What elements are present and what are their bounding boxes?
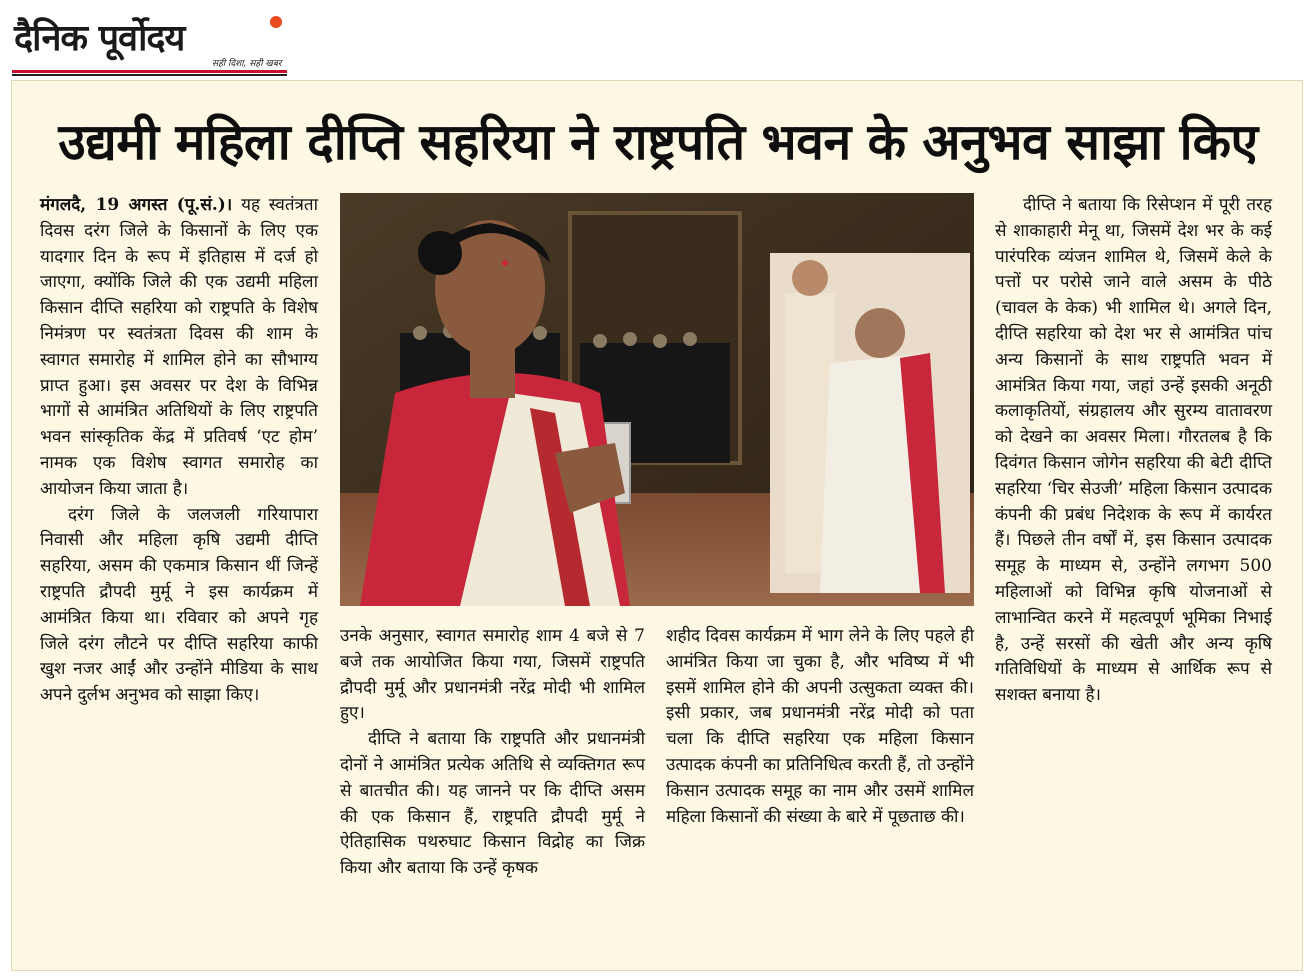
article-column-3 [666,624,974,956]
paragraph-5: शहीद दिवस कार्यक्रम में भाग लेने के लिए पहले ही आमंत्रित किया जा चुका है, और भविष्य में भी इसमें शामिल होने की अपनी उत्सुकता व्यक्त की। इसी प्रकार, जब प्रधानमंत्री नरेंद्र मोदी को पता चला कि दीप्ति सहरिया एक महिला किसान उत्पादक कंपनी का प्रतिनिधित्व करती हैं, तो उन्होंने किसान उत्पादक समूह का नाम और उसमें शामिल महिला किसानों की संख्या के बारे में पूछताछ की। [666,626,974,827]
dateline: मंगलदै, 19 अगस्त (पू.सं.)। [40,195,233,215]
paragraph-1 [40,193,318,503]
article-column-1 [40,193,318,963]
paragraph-2: दरंग जिले के जलजली गरियापारा निवासी और महिला कृषि उद्यमी दीप्ति सहरिया, असम की एकमात्र किसान थीं जिन्हें राष्ट्रपति द्रौपदी मुर्मू ने इस कार्यक्रम में आमंत्रित किया था। रविवार को अपने गृह जिले दरंग लौटने पर दीप्ति सहरिया काफी खुश नजर आईं और उन्होंने मीडिया के साथ अपने दुर्लभ अनुभव को साझा किए। [40,504,318,706]
article-column-4 [995,193,1272,963]
newspaper-name: दैनिक पूर्वोदय [14,18,185,59]
photo-illustration [340,193,974,606]
masthead-rule [12,70,287,73]
logo-dot-icon [270,16,282,28]
article-headline: उद्यमी महिला दीप्ति सहरिया ने राष्ट्रपति भवन के अनुभव साझा किए [58,113,1258,171]
article-column-2 [340,624,645,956]
paragraph-1-text: यह स्वतंत्रता दिवस दरंग जिले के किसानों के लिए एक यादगार दिन के रूप में इतिहास में दर्ज हो जाएगा, क्योंकि जिले की एक उद्यमी महिला किसान दीप्ति सहरिया को राष्ट्रपति के विशेष निमंत्रण पर स्वतंत्रता दिवस की शाम के स्वागत समारोह में शामिल होने का सौभाग्य प्राप्त हुआ। इस अवसर पर देश के विभिन्न भागों से आमंत्रित अतिथियों के लिए राष्ट्रपति भवन सांस्कृतिक केंद्र में प्रतिवर्ष ‘एट होम’ नामक एक विशेष स्वागत समारोह का आयोजन किया जाता है। [40,195,319,499]
article-photo [340,193,974,606]
masthead [12,8,287,74]
masthead-underline [12,74,287,76]
paragraph-3: उनके अनुसार, स्वागत समारोह शाम 4 बजे से 7 बजे तक आयोजित किया गया, जिसमें राष्ट्रपति द्रौपदी मुर्मू और प्रधानमंत्री नरेंद्र मोदी भी शामिल हुए। [340,626,645,724]
paragraph-4: दीप्ति ने बताया कि राष्ट्रपति और प्रधानमंत्री दोनों ने आमंत्रित प्रत्येक अतिथि से व्यक्तिगत रूप से बातचीत की। यह जानने पर कि दीप्ति असम की एक किसान हैं, राष्ट्रपति द्रौपदी मुर्मू ने ऐतिहासिक पथरुघाट किसान विद्रोह का जिक्र किया और बताया कि उन्हें कृषक [340,729,645,879]
newspaper-tagline: सही दिशा, सही खबर [212,59,282,69]
paragraph-6: दीप्ति ने बताया कि रिसेप्शन में पूरी तरह से शाकाहारी मेनू था, जिसमें देश भर के कई पारंपरिक व्यंजन शामिल थे, जिसमें केले के पत्तों पर परोसे जाने वाले असम के पीठे (चावल के केक) भी शामिल थे। अगले दिन, दीप्ति सहरिया को देश भर से आमंत्रित पांच अन्य किसानों के साथ राष्ट्रपति भवन में आमंत्रित किया गया, जहां उन्हें इसकी अनूठी कलाकृतियों, संग्रहालय और सुरम्य वातावरण को देखने का अवसर मिला। गौरतलब है कि दिवंगत किसान जोगेन सहरिया की बेटी दीप्ति सहरिया ‘चिर सेउजी’ महिला किसान उत्पादक कंपनी की प्रबंध निदेशक के रूप में कार्यरत हैं। पिछले तीन वर्षों में, इस किसान उत्पादक समूह के माध्यम से, उन्होंने लगभग 500 महिलाओं को विभिन्न कृषि योजनाओं से लाभान्वित करने में महत्वपूर्ण भूमिका निभाई है, उन्हें सरसों की खेती और अन्य कृषि गतिविधियों के माध्यम से आर्थिक रूप से सशक्त बनाया है। [995,195,1272,706]
